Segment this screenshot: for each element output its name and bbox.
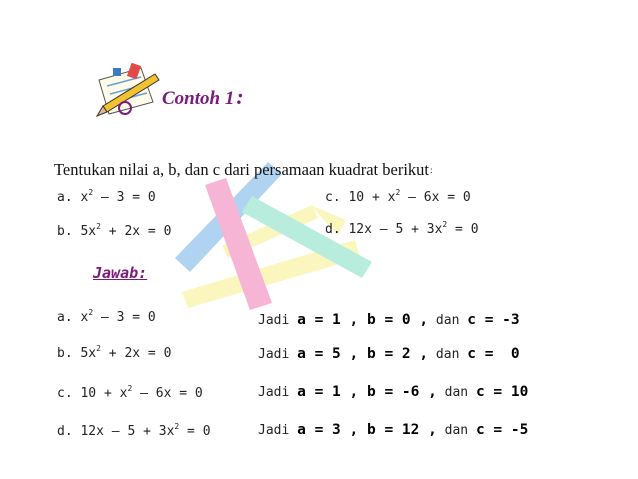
question-label: a. — [57, 190, 73, 205]
intro-text: Tentukan nilai a, b, dan c dari persamaan kuadrat berikut — [54, 160, 429, 179]
question-label: c. — [325, 190, 341, 205]
answer-equation-a — [57, 308, 156, 325]
result-c: c = 10 — [475, 384, 529, 400]
answer-equation-d — [57, 422, 211, 439]
equation-part: x — [80, 190, 89, 205]
dan-label: dan — [444, 423, 469, 438]
result-b — [258, 346, 520, 362]
answer-equation-c — [57, 384, 203, 401]
equation-part: 12x – 5 + 3x — [348, 222, 443, 237]
equation-exponent: 2 — [88, 188, 94, 197]
equation-part: – 6x = 0 — [400, 190, 471, 205]
equation-part: = 0 — [447, 222, 479, 237]
question-d — [325, 220, 479, 237]
jawab-heading: Jawab: — [93, 264, 148, 282]
equation-part: + 2x = 0 — [100, 224, 172, 239]
result-ab: a = 1 , b = 0 , — [297, 312, 429, 328]
jadi-label: Jadi — [258, 385, 290, 400]
equation-part: x — [80, 310, 89, 325]
equation-part: – 3 = 0 — [93, 190, 156, 205]
question-a — [57, 188, 156, 205]
title-colon: : — [236, 84, 244, 109]
equation-exponent: 2 — [174, 422, 180, 431]
jadi-label: Jadi — [258, 313, 290, 328]
result-ab: a = 3 , b = 12 , — [297, 422, 437, 438]
equation-exponent: 2 — [88, 308, 94, 317]
equation-part: 5x — [80, 224, 97, 239]
dan-label: dan — [435, 347, 460, 362]
question-label: d. — [325, 222, 341, 237]
answer-label: c. — [57, 386, 73, 401]
dan-label: dan — [444, 385, 469, 400]
equation-exponent: 2 — [96, 222, 101, 231]
answer-label: b. — [57, 346, 73, 361]
equation-part: 10 + x — [348, 190, 396, 205]
question-label: b. — [57, 224, 73, 239]
intro-instruction — [54, 160, 433, 180]
equation-part: 5x — [80, 346, 97, 361]
equation-exponent: 2 — [96, 344, 101, 353]
equation-exponent: 2 — [442, 220, 448, 229]
page-title — [162, 84, 244, 110]
equation-exponent: 2 — [395, 188, 401, 197]
result-c-row — [258, 384, 528, 400]
equation-part: – 6x = 0 — [132, 386, 203, 401]
result-c: c = -3 — [467, 312, 520, 328]
answer-equation-b — [57, 344, 171, 361]
result-d — [258, 422, 528, 438]
result-c: c = 0 — [467, 346, 520, 362]
equation-part: – 3 = 0 — [93, 310, 156, 325]
jadi-label: Jadi — [258, 347, 290, 362]
equation-part: + 2x = 0 — [100, 346, 172, 361]
answer-label: d. — [57, 424, 73, 439]
question-b — [57, 222, 171, 239]
question-c — [325, 188, 471, 205]
jadi-label: Jadi — [258, 423, 290, 438]
pencil-paper-clipart-icon — [95, 62, 163, 118]
result-ab: a = 1 , b = -6 , — [297, 384, 437, 400]
result-ab: a = 5 , b = 2 , — [297, 346, 429, 362]
equation-part: 10 + x — [80, 386, 128, 401]
result-c: c = -5 — [475, 422, 529, 438]
equation-exponent: 2 — [127, 384, 133, 393]
equation-part: 12x – 5 + 3x — [80, 424, 175, 439]
dan-label: dan — [435, 313, 460, 328]
answer-label: a. — [57, 310, 73, 325]
intro-colon: : — [430, 165, 433, 175]
result-a — [258, 312, 520, 328]
title-text: Contoh 1 — [162, 88, 235, 109]
equation-part: = 0 — [179, 424, 211, 439]
